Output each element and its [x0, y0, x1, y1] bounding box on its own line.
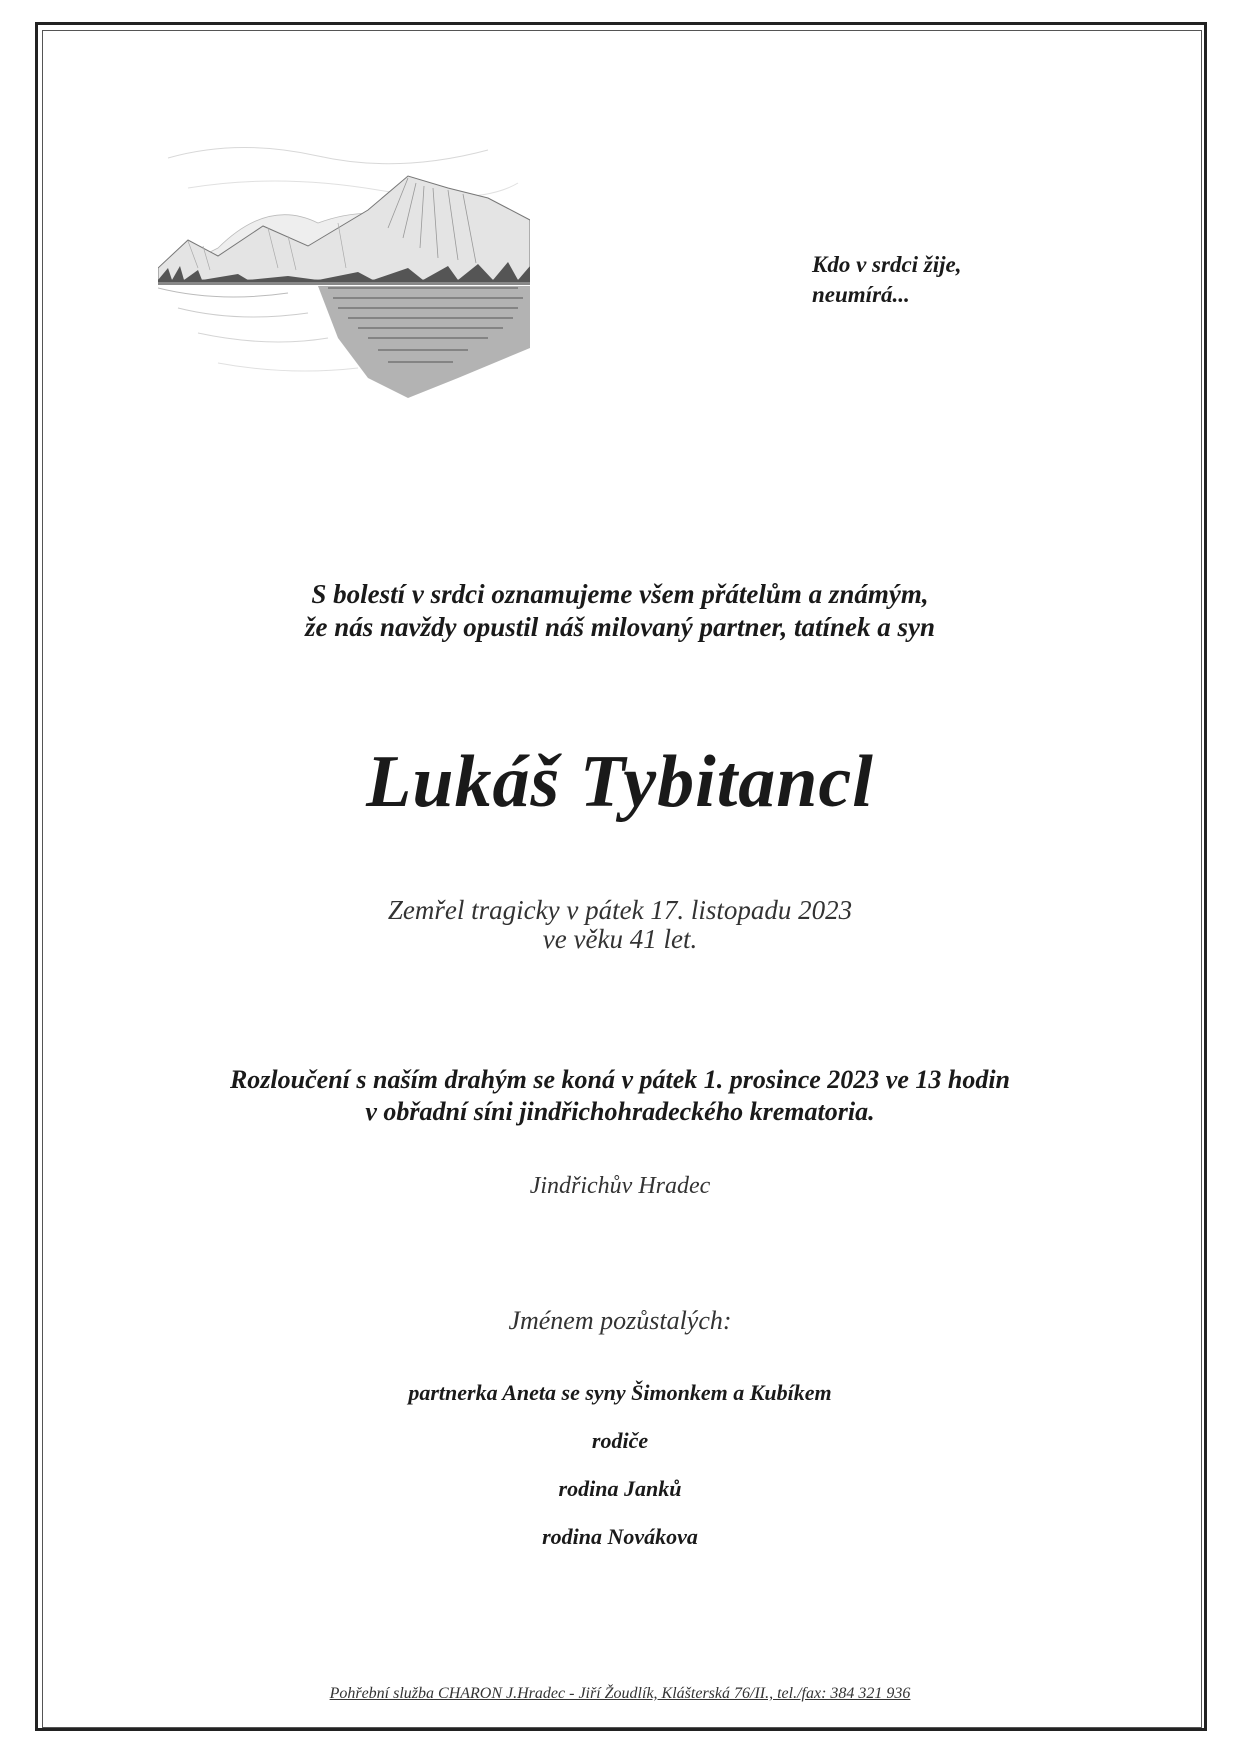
death-details [0, 896, 1240, 954]
motto [812, 250, 1072, 310]
funeral-service-footer: Pohřební služba CHARON J.Hradec - Jiří Žoudlík, Klášterská 76/II., tel./fax: 384 321 936 [329, 1685, 911, 1702]
death-line-1: Zemřel tragicky v pátek 17. listopadu 2023 [387, 895, 853, 925]
survivor-item: partnerka Aneta se syny Šimonkem a Kubíkem [408, 1380, 832, 1405]
announcement-intro [0, 578, 1240, 644]
intro-line-1: S bolestí v srdci oznamujeme všem přátelům a známým, [311, 579, 929, 609]
survivor-item: rodina Novákova [542, 1524, 698, 1549]
farewell-line-2: v obřadní síni jindřichohradeckého krematoria. [365, 1097, 875, 1126]
place: Jindřichův Hradec [529, 1173, 711, 1199]
mountain-lake-illustration [158, 128, 530, 420]
farewell-line-1: Rozloučení s naším drahým se koná v pátek 1. prosince 2023 ve 13 hodin [229, 1065, 1011, 1094]
death-line-2: ve věku 41 let. [542, 924, 698, 954]
deceased-name: Lukáš Tybitancl [366, 741, 874, 823]
survivors-list [0, 1378, 1240, 1570]
survivor-item: rodiče [591, 1428, 649, 1453]
motto-line-2: neumírá... [812, 282, 910, 307]
farewell-details [0, 1064, 1240, 1128]
motto-line-1: Kdo v srdci žije, [812, 252, 962, 277]
intro-line-2: že nás navždy opustil náš milovaný partner, tatínek a syn [304, 612, 936, 642]
survivors-label: Jménem pozůstalých: [508, 1306, 732, 1335]
survivor-item: rodina Janků [558, 1476, 682, 1501]
